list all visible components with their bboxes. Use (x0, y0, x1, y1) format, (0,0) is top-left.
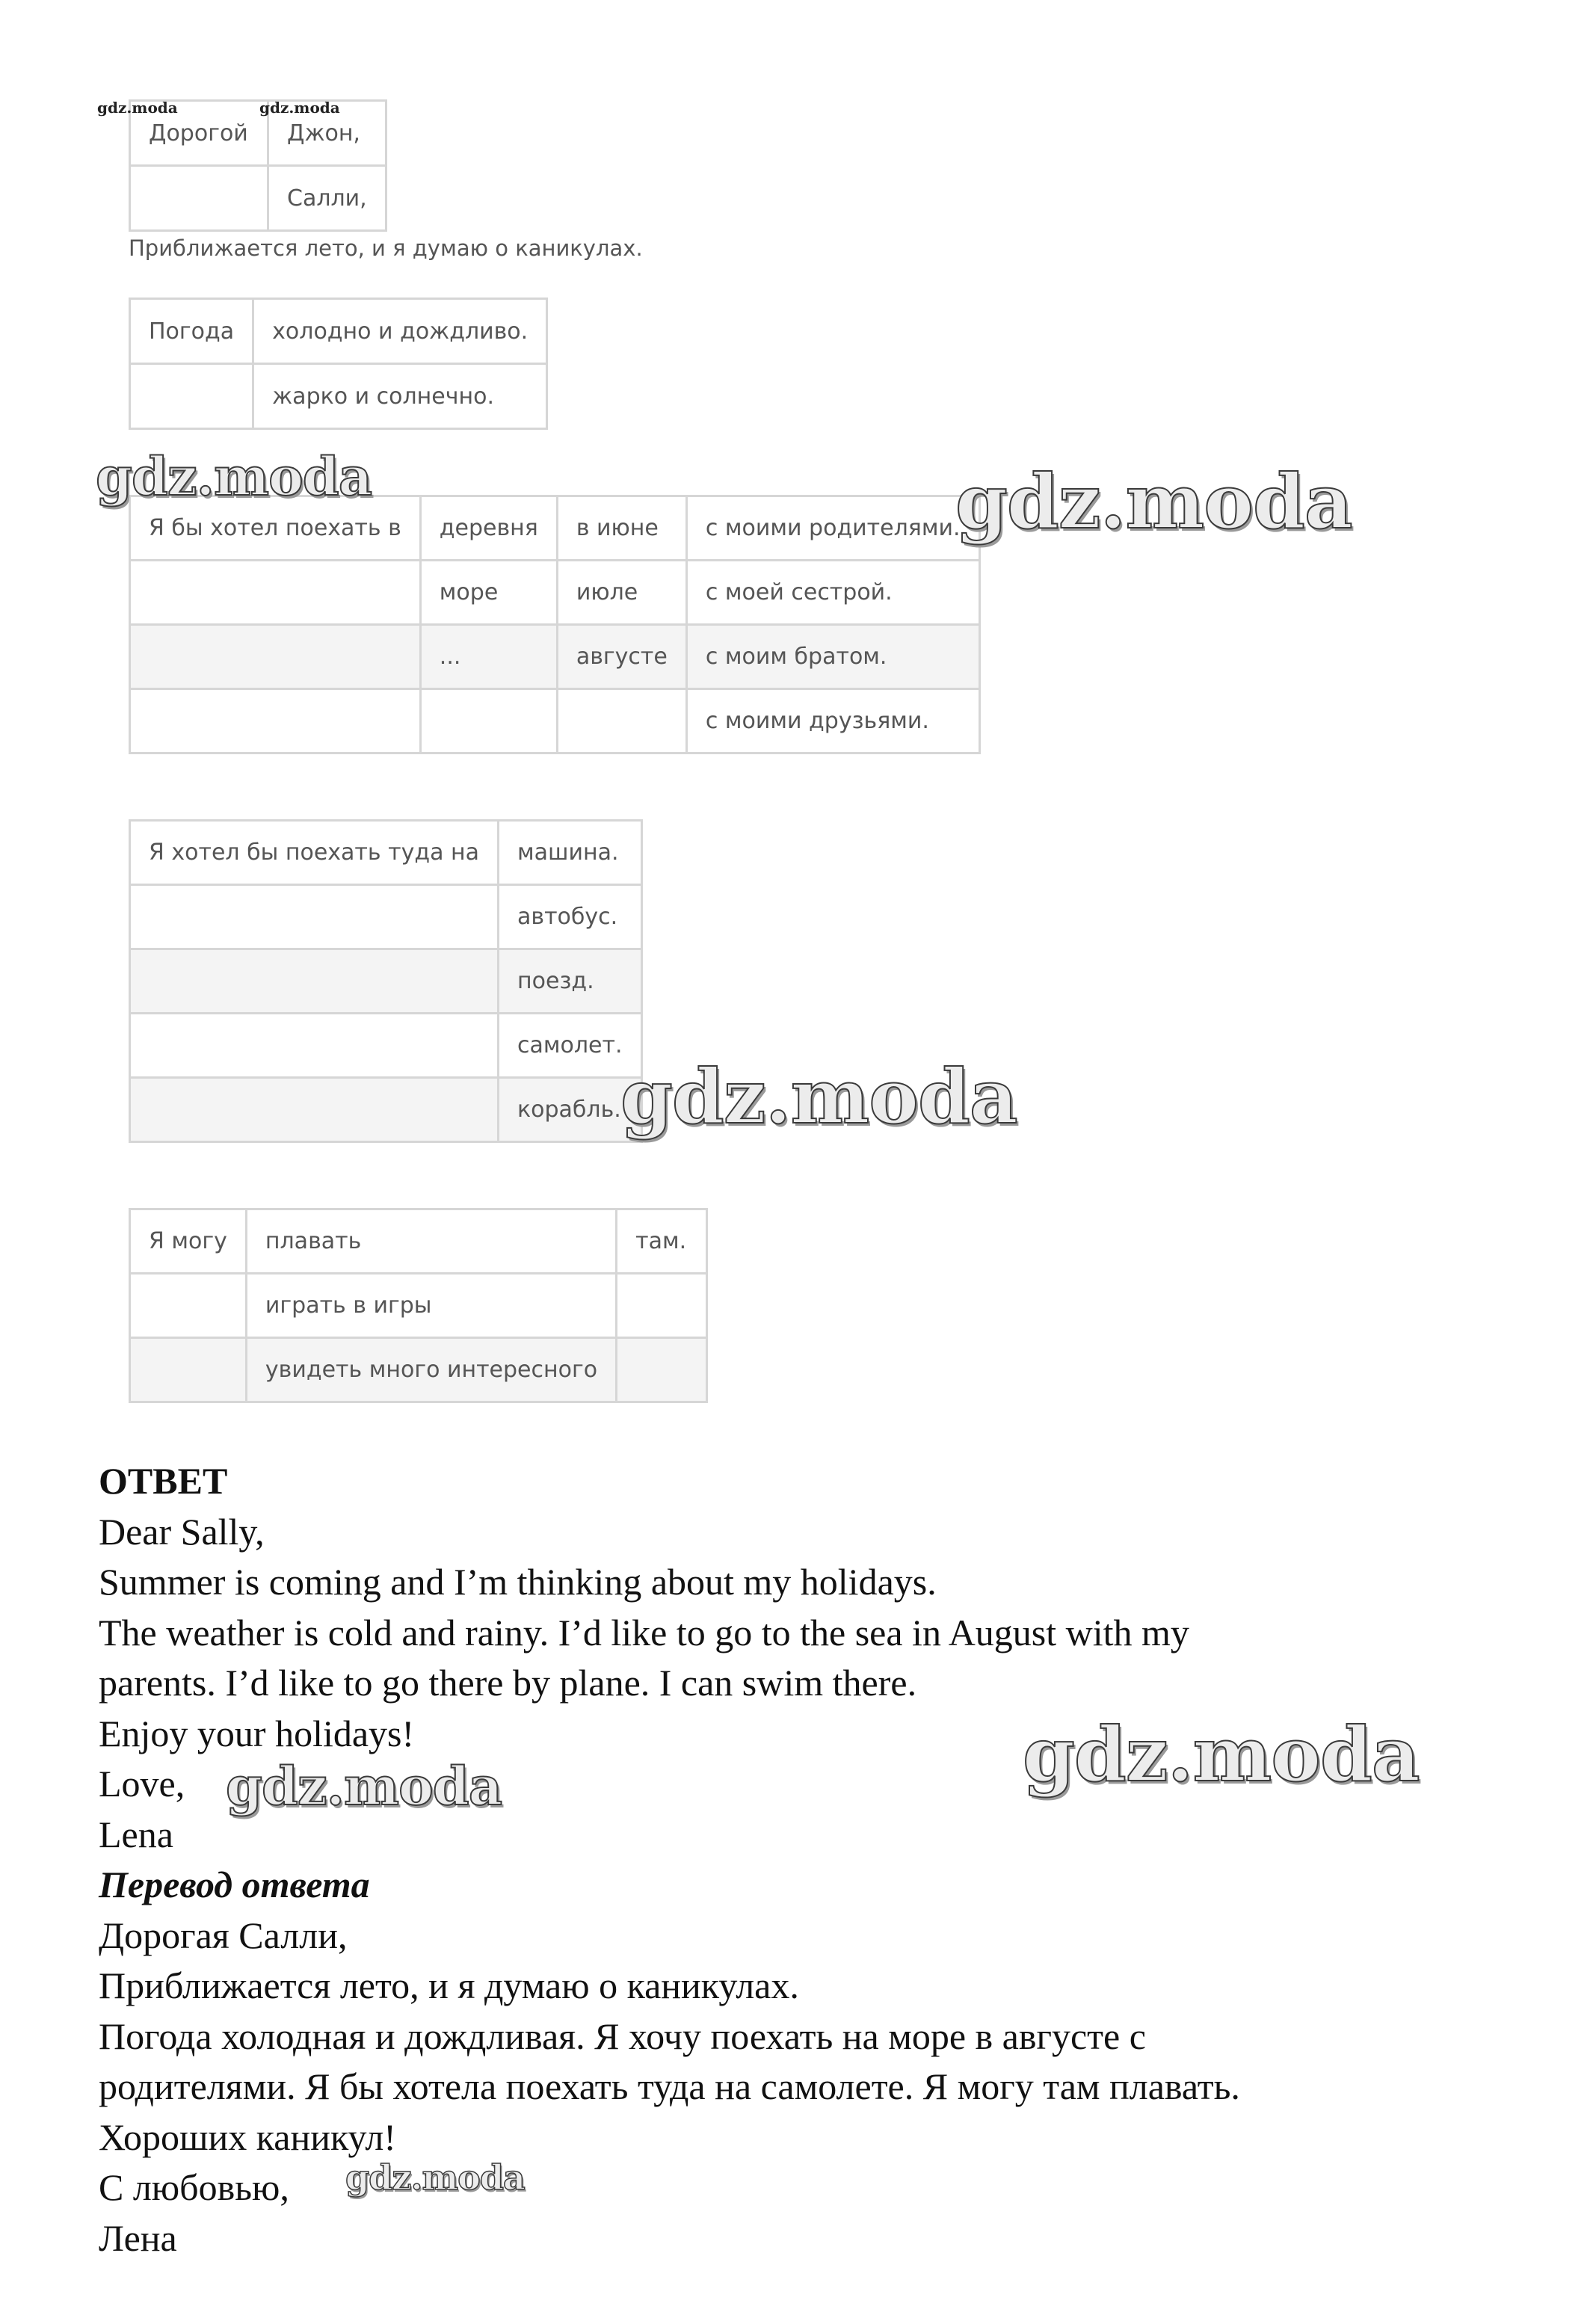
table-cell (130, 561, 421, 625)
answer-line: parents. I’d like to go there by plane. I can swim there. (99, 1662, 917, 1704)
table-cell: плавать (246, 1209, 616, 1274)
table-cell (130, 166, 268, 231)
answer-line: Summer is coming and I’m thinking about my holidays. (99, 1561, 937, 1603)
table-cell: Я хотел бы поехать туда на (130, 821, 499, 885)
table-cell: увидеть много интересного (246, 1338, 616, 1402)
answer-line: Dear Sally, (99, 1510, 265, 1553)
answer-line: Love, (99, 1763, 185, 1804)
translation-line: С любовью, (99, 2166, 289, 2208)
table-cell: с моим братом. (686, 625, 979, 689)
table-cell (130, 1274, 247, 1338)
table-cell (557, 689, 686, 753)
place-table (129, 495, 981, 754)
watermark: gdz.moda (1023, 1710, 1420, 1799)
table-cell: в июне (557, 496, 686, 561)
table-cell: холодно и дождливо. (253, 299, 547, 364)
table-cell: Я могу (130, 1209, 247, 1274)
table-cell: деревня (420, 496, 557, 561)
table-cell: жарко и солнечно. (253, 364, 547, 429)
activity-table (129, 1208, 708, 1403)
table-cell (130, 1078, 499, 1142)
table-cell (420, 689, 557, 753)
table-cell (617, 1338, 707, 1402)
translation-heading: Перевод ответа (99, 1864, 370, 1905)
weather-table (129, 298, 548, 430)
table-cell (130, 689, 421, 753)
table-cell: с моей сестрой. (686, 561, 979, 625)
translation-line: Погода холодная и дождливая. Я хочу поехать на море в августе с (99, 2015, 1146, 2057)
table-cell (130, 1014, 499, 1078)
answer-section (99, 1456, 1240, 2263)
table-cell: Дорогой (130, 101, 268, 166)
watermark: gdz.moda (620, 1052, 1017, 1141)
table-cell: поезд. (499, 949, 642, 1014)
watermark: gdz.moda (345, 2157, 525, 2198)
table-cell: Я бы хотел поехать в (130, 496, 421, 561)
answer-line: Enjoy your holidays! (99, 1712, 415, 1754)
table-cell (130, 364, 253, 429)
watermark: gdz.moda (97, 99, 178, 117)
translation-line: Лена (99, 2216, 177, 2259)
table-cell: Джон, (268, 101, 386, 166)
table-cell (617, 1274, 707, 1338)
table-cell: корабль. (499, 1078, 642, 1142)
table-cell: июле (557, 561, 686, 625)
intro-line: Приближается лето, и я думаю о каникулах. (129, 235, 643, 261)
table-cell (130, 885, 499, 949)
translation-line: Приближается лето, и я думаю о каникулах. (99, 1964, 799, 2006)
table-cell: играть в игры (246, 1274, 616, 1338)
greeting-table (129, 99, 387, 232)
table-cell: августе (557, 625, 686, 689)
table-cell: самолет. (499, 1014, 642, 1078)
table-cell: с моими друзьями. (686, 689, 979, 753)
table-cell: там. (617, 1209, 707, 1274)
table-cell: Салли, (268, 166, 386, 231)
watermark: gdz.moda (955, 457, 1352, 546)
table-cell: автобус. (499, 885, 642, 949)
translation-line: родителями. Я бы хотела поехать туда на самолете. Я могу там плавать. (99, 2065, 1240, 2107)
translation-line: Хороших каникул! (99, 2115, 396, 2158)
watermark: gdz.moda (226, 1755, 502, 1817)
table-cell (130, 1338, 247, 1402)
watermark: gdz.moda (96, 446, 372, 508)
answer-line: The weather is cold and rainy. I’d like to go to the sea in August with my (99, 1611, 1189, 1653)
translation-line: Дорогая Салли, (99, 1914, 348, 1956)
table-cell: с моими родителями. (686, 496, 979, 561)
table-cell: Погода (130, 299, 253, 364)
table-cell (130, 949, 499, 1014)
table-cell: море (420, 561, 557, 625)
answer-line: Lena (99, 1813, 173, 1855)
transport-table (129, 819, 643, 1143)
answer-heading: ОТВЕТ (99, 1460, 228, 1502)
table-cell: ... (420, 625, 557, 689)
watermark: gdz.moda (259, 99, 340, 117)
table-cell: машина. (499, 821, 642, 885)
table-cell (130, 625, 421, 689)
